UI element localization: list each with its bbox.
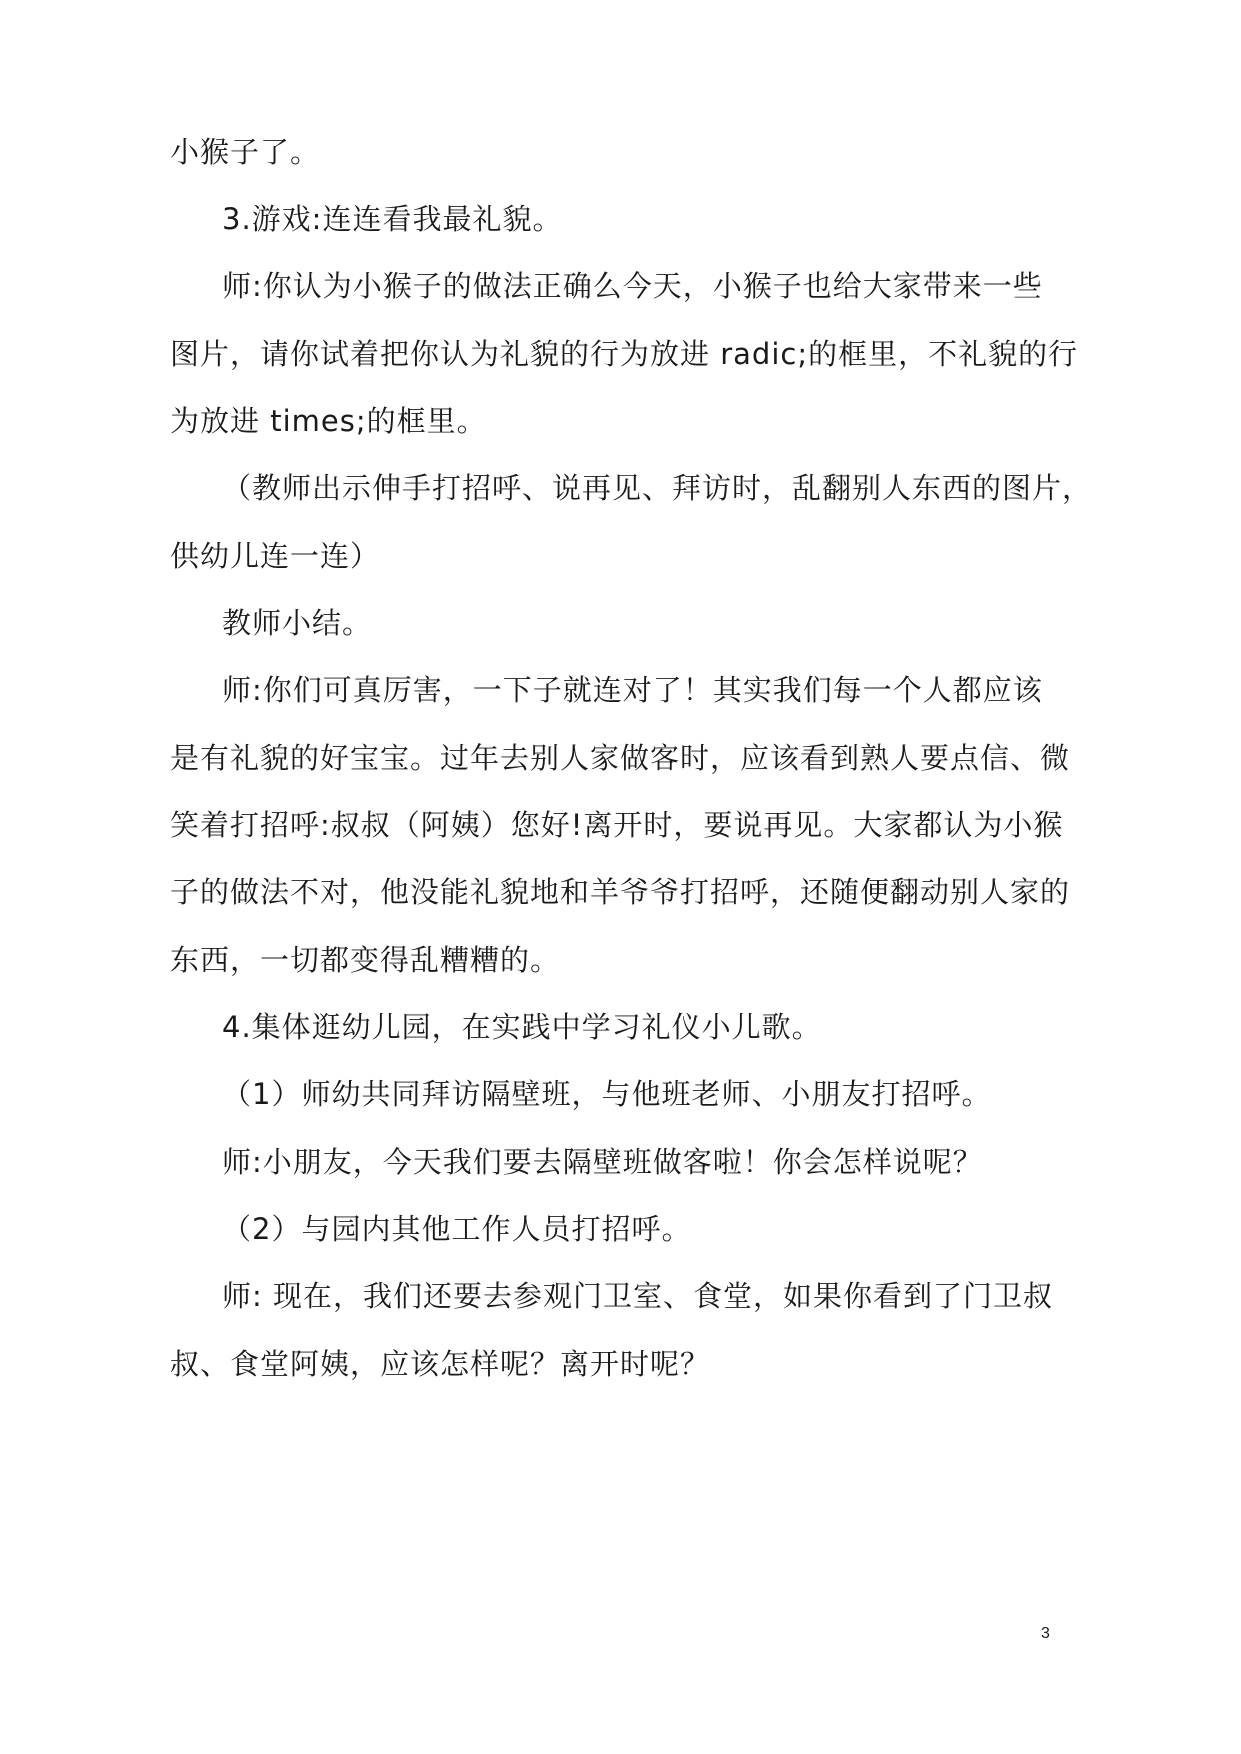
text-line: 是有礼貌的好宝宝。过年去别人家做客时，应该看到熟人要点信、微 (170, 741, 1071, 775)
text-line: （1）师幼共同拜访隔壁班，与他班老师、小朋友打招呼。 (222, 1077, 992, 1111)
text-line: 东西，一切都变得乱糟糟的。 (170, 943, 561, 977)
text-line: 小猴子了。 (170, 135, 321, 169)
text-line: 笑着打招呼:叔叔（阿姨）您好!离开时，要说再见。大家都认为小猴 (170, 808, 1064, 842)
text-line: 教师小结。 (222, 606, 373, 640)
text-line: 4.集体逛幼儿园，在实践中学习礼仪小儿歌。 (222, 1010, 822, 1044)
text-line: 为放进 times;的框里。 (170, 404, 487, 438)
page-number: 3 (1041, 1625, 1050, 1642)
text-line: （2）与园内其他工作人员打招呼。 (222, 1212, 692, 1246)
text-line: 师:你认为小猴子的做法正确么今天，小猴子也给大家带来一些 (222, 269, 1043, 303)
text-line: 供幼儿连一连） (170, 539, 381, 573)
text-line: 师: 现在，我们还要去参观门卫室、食堂，如果你看到了门卫叔 (222, 1279, 1053, 1313)
text-line: 叔、食堂阿姨，应该怎样呢？离开时呢？ (170, 1347, 711, 1381)
text-line: 师:小朋友，今天我们要去隔壁班做客啦！你会怎样说呢？ (222, 1145, 983, 1179)
text-line: 图片，请你试着把你认为礼貌的行为放进 radic;的框里，不礼貌的行 (170, 337, 1079, 371)
text-line: 子的做法不对，他没能礼貌地和羊爷爷打招呼，还随便翻动别人家的 (170, 875, 1071, 909)
text-line: 3.游戏:连连看我最礼貌。 (222, 202, 563, 236)
text-line: （教师出示伸手打招呼、说再见、拜访时，乱翻别人东西的图片， (222, 471, 1093, 505)
text-line: 师:你们可真厉害，一下子就连对了！其实我们每一个人都应该 (222, 673, 1043, 707)
